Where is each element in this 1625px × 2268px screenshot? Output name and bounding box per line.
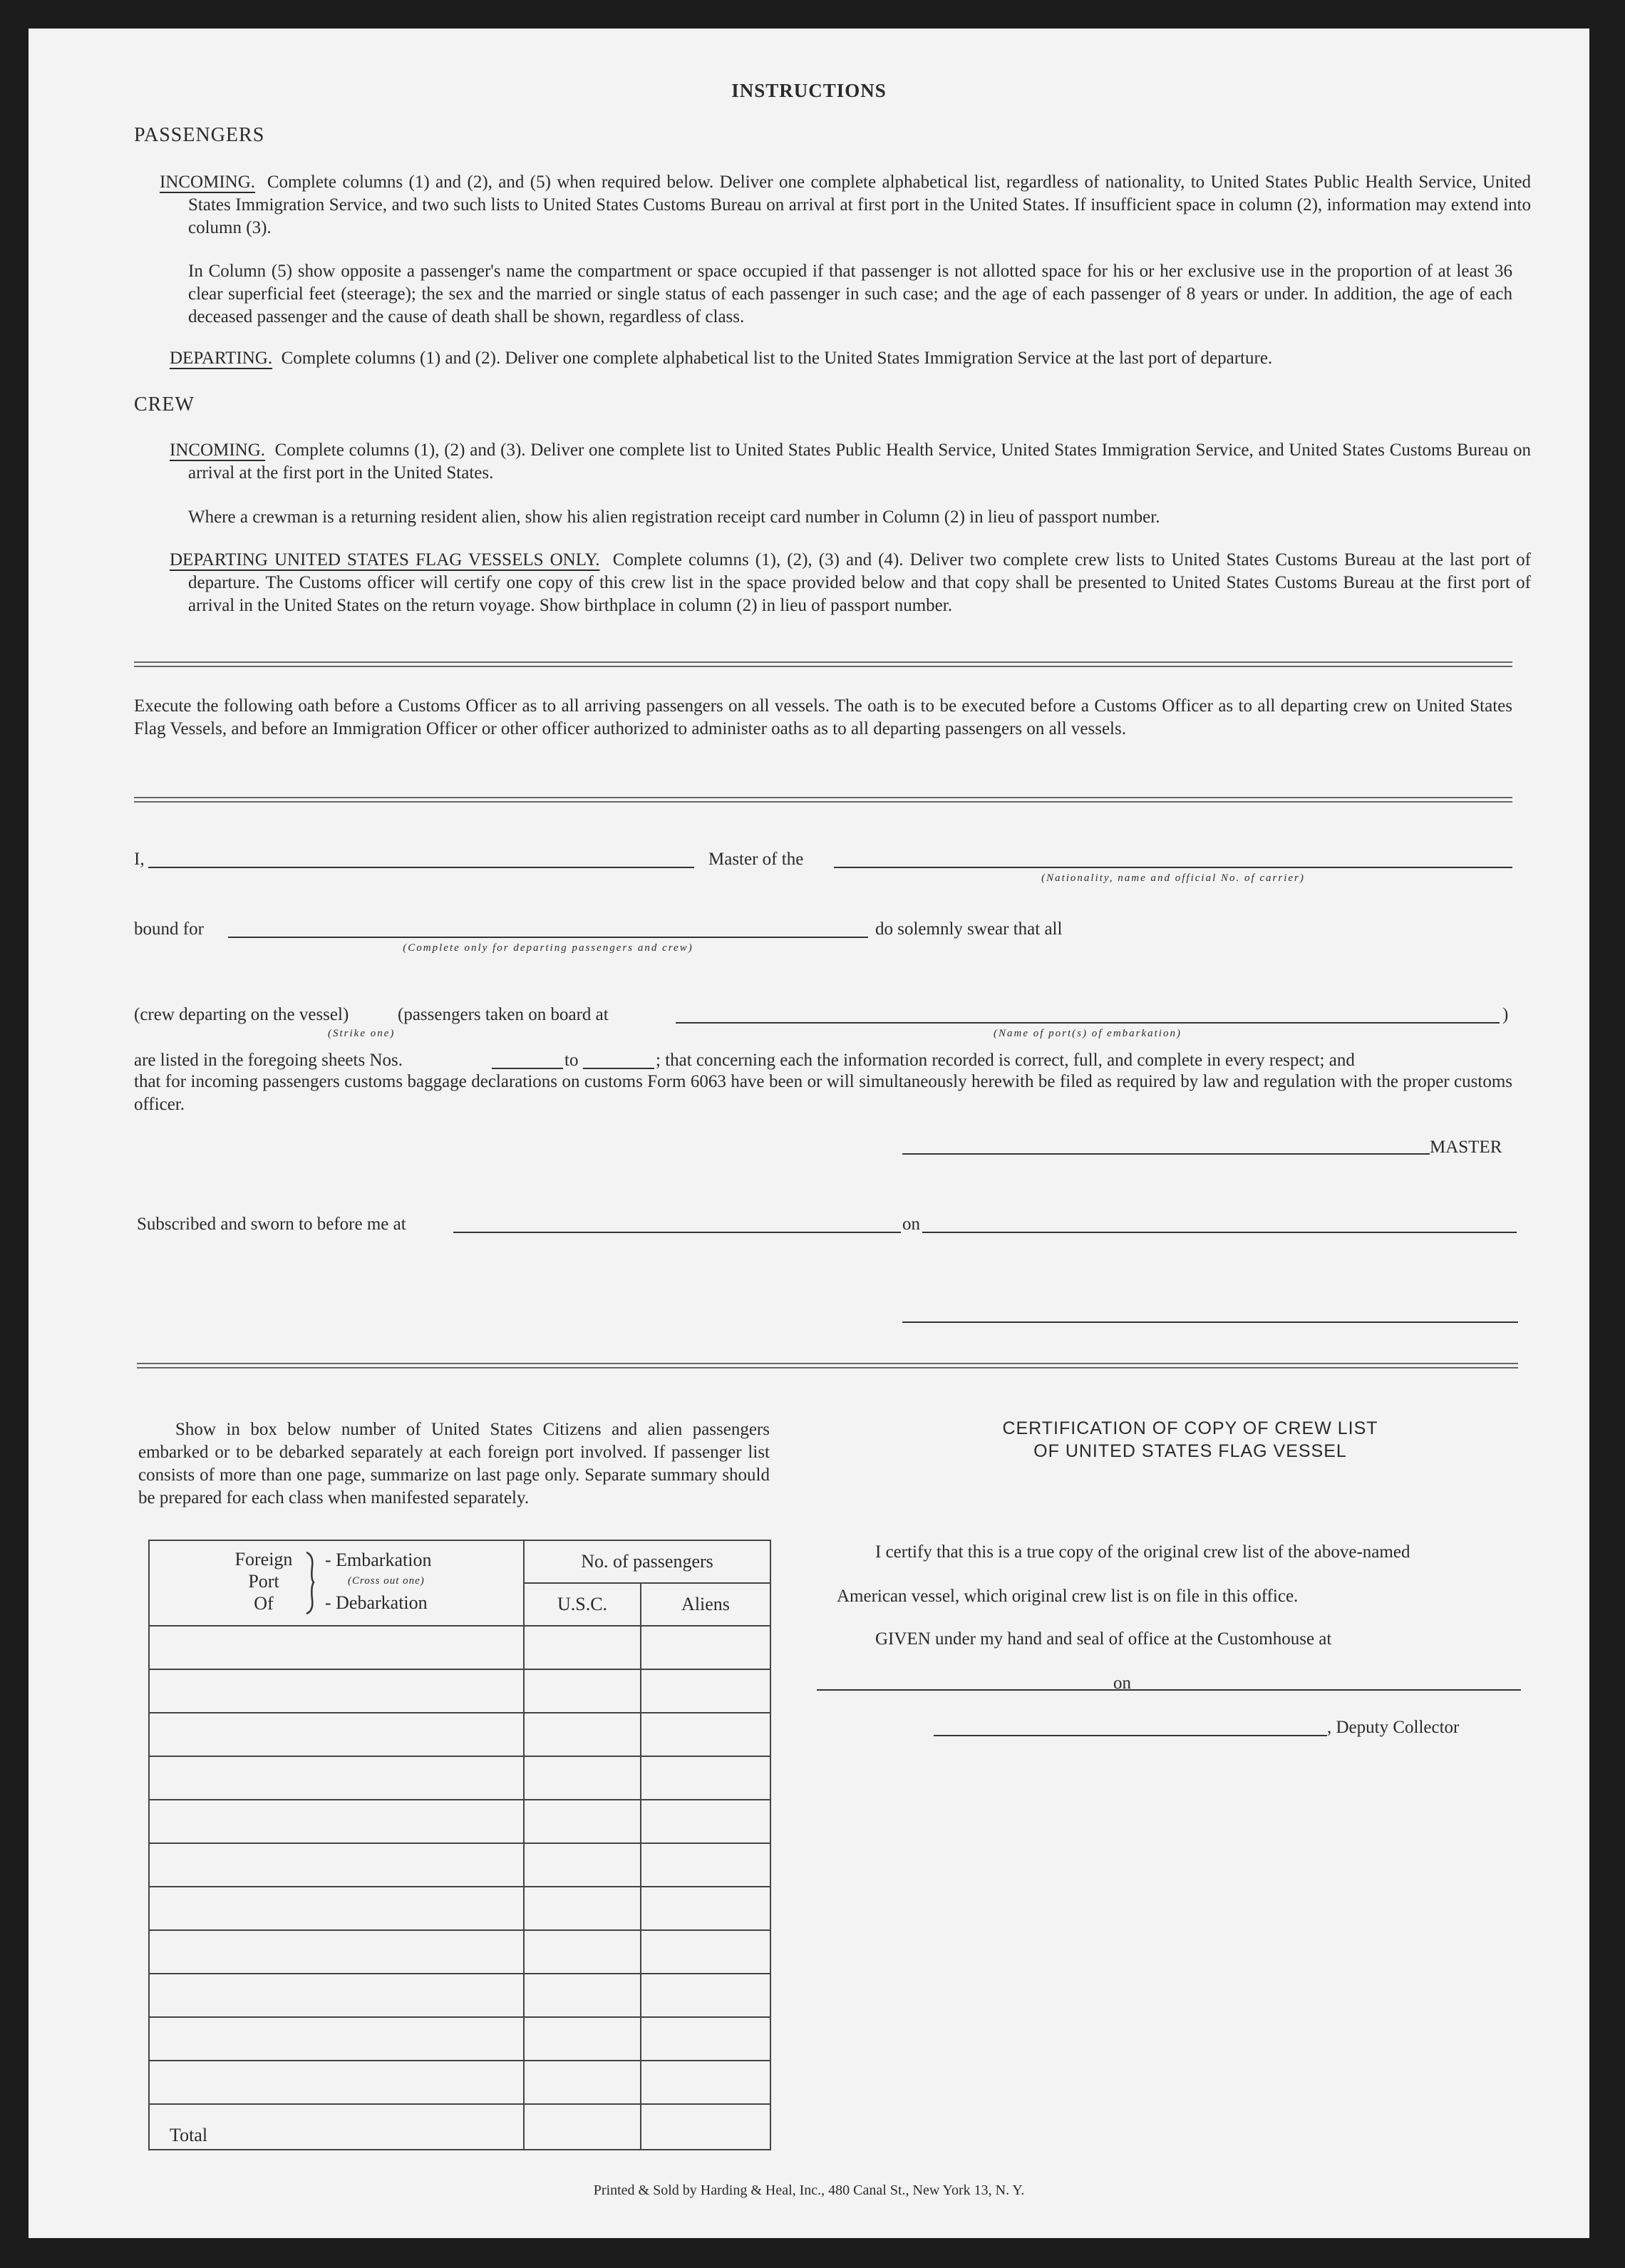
usc-cell[interactable] bbox=[524, 1756, 641, 1800]
sheet-to-field[interactable] bbox=[583, 1068, 654, 1069]
port-cell[interactable] bbox=[149, 1669, 524, 1713]
no-of-passengers-header: No. of passengers bbox=[524, 1540, 770, 1583]
printer-footer: Printed & Sold by Harding & Heal, Inc., 480 Canal St., New York 13, N. Y. bbox=[593, 2182, 1025, 2198]
port-cell[interactable] bbox=[149, 2061, 524, 2104]
carrier-field[interactable] bbox=[834, 867, 1512, 868]
certify-line2: American vessel, which original crew list is on file in this office. bbox=[837, 1587, 1299, 1606]
passengers-departing-paragraph bbox=[170, 347, 1512, 370]
usc-cell[interactable] bbox=[524, 1843, 641, 1887]
table-row[interactable] bbox=[149, 1843, 770, 1887]
divider bbox=[134, 661, 1512, 667]
aliens-cell[interactable] bbox=[641, 1800, 770, 1843]
aliens-cell[interactable] bbox=[641, 1930, 770, 1974]
ports-of-embarkation-field[interactable] bbox=[676, 1022, 1500, 1024]
total-row[interactable] bbox=[149, 2104, 770, 2150]
subscribed-label: Subscribed and sworn to before me at bbox=[137, 1215, 406, 1234]
master-signature-field[interactable] bbox=[902, 1153, 1430, 1155]
total-label: Total bbox=[149, 2104, 524, 2150]
given-line: GIVEN under my hand and seal of office at the Customhouse at bbox=[875, 1629, 1332, 1649]
master-of-label: Master of the bbox=[708, 850, 804, 869]
swear-label: do solemnly swear that all bbox=[875, 919, 1063, 939]
customhouse-field[interactable] bbox=[817, 1689, 1136, 1691]
table-row[interactable] bbox=[149, 2061, 770, 2104]
table-row[interactable] bbox=[149, 2017, 770, 2061]
usc-total-cell[interactable] bbox=[524, 2104, 641, 2150]
oath-i-label: I, bbox=[134, 850, 145, 869]
foreign-port-header bbox=[149, 1540, 524, 1626]
crew-incoming-text: Complete columns (1), (2) and (3). Deliver one complete list to United States Public Health Service, United States Immigration Service, and United States Customs Bureau on arrival at the first port in the United States. bbox=[188, 440, 1531, 483]
port-cell[interactable] bbox=[149, 1713, 524, 1756]
usc-cell[interactable] bbox=[524, 1974, 641, 2017]
usc-cell[interactable] bbox=[524, 1887, 641, 1930]
passengers-departing-text: Complete columns (1) and (2). Deliver one complete alphabetical list to the United States Immigration Service at the last port of departure. bbox=[281, 349, 1273, 368]
usc-cell[interactable] bbox=[524, 1800, 641, 1843]
aliens-total-cell[interactable] bbox=[641, 2104, 770, 2150]
certification-title bbox=[834, 1417, 1547, 1463]
cross-out-note: (Cross out one) bbox=[348, 1575, 425, 1587]
aliens-cell[interactable] bbox=[641, 1626, 770, 1669]
aliens-cell[interactable] bbox=[641, 1974, 770, 2017]
deputy-collector-label: , Deputy Collector bbox=[1327, 1718, 1460, 1737]
sheet-from-field[interactable] bbox=[492, 1068, 563, 1069]
port-cell[interactable] bbox=[149, 1930, 524, 1974]
deputy-collector-signature[interactable] bbox=[934, 1735, 1327, 1736]
table-row[interactable] bbox=[149, 1756, 770, 1800]
port-cell[interactable] bbox=[149, 1843, 524, 1887]
officer-signature-field[interactable] bbox=[902, 1321, 1518, 1323]
instructions-title: INSTRUCTIONS bbox=[731, 80, 887, 101]
of-label: Of bbox=[254, 1593, 274, 1614]
sworn-at-field[interactable] bbox=[453, 1232, 901, 1233]
crew-incoming-paragraph bbox=[170, 439, 1531, 485]
crew-flag-label: DEPARTING UNITED STATES FLAG VESSELS ONLY. bbox=[170, 550, 600, 569]
table-row[interactable] bbox=[149, 1930, 770, 1974]
port-cell[interactable] bbox=[149, 1756, 524, 1800]
table-row[interactable] bbox=[149, 1887, 770, 1930]
passengers-column5-paragraph: In Column (5) show opposite a passenger's name the compartment or space occupied if that passenger is not allotted space for his or her exclusive use in the proportion of at least 36 clear superficial feet (steerage); the sex and the married or single status of each passenger in such case; and the age of each passenger of 8 years or under. In addition, the age of each deceased passenger and the cause of death shall be shown, regardless of class. bbox=[188, 262, 1512, 326]
sworn-on-label: on bbox=[902, 1215, 920, 1234]
passengers-taken-option[interactable]: (passengers taken on board at bbox=[398, 1005, 609, 1024]
master-label: MASTER bbox=[1430, 1138, 1502, 1157]
usc-cell[interactable] bbox=[524, 1669, 641, 1713]
port-cell[interactable] bbox=[149, 1800, 524, 1843]
ports-note: (Name of port(s) of embarkation) bbox=[994, 1028, 1182, 1039]
aliens-cell[interactable] bbox=[641, 2061, 770, 2104]
strike-note: (Strike one) bbox=[328, 1028, 396, 1039]
passengers-departing-label: DEPARTING. bbox=[170, 349, 273, 368]
passengers-heading: PASSENGERS bbox=[134, 124, 265, 146]
aliens-cell[interactable] bbox=[641, 1756, 770, 1800]
port-cell[interactable] bbox=[149, 1974, 524, 2017]
table-row[interactable] bbox=[149, 1626, 770, 1669]
table-row[interactable] bbox=[149, 1974, 770, 2017]
aliens-cell[interactable] bbox=[641, 1887, 770, 1930]
usc-header: U.S.C. bbox=[524, 1583, 641, 1626]
certification-title-line1: CERTIFICATION OF COPY OF CREW LIST bbox=[1002, 1418, 1378, 1438]
port-cell[interactable] bbox=[149, 1887, 524, 1930]
table-row[interactable] bbox=[149, 1800, 770, 1843]
aliens-cell[interactable] bbox=[641, 1669, 770, 1713]
complete-only-note: (Complete only for departing passengers and crew) bbox=[403, 942, 693, 954]
divider bbox=[137, 1363, 1518, 1368]
aliens-cell[interactable] bbox=[641, 2017, 770, 2061]
certification-title-line2: OF UNITED STATES FLAG VESSEL bbox=[1033, 1441, 1347, 1461]
table-row[interactable] bbox=[149, 1713, 770, 1756]
passenger-summary-table bbox=[148, 1540, 771, 2150]
summary-instruction: Show in box below number of United States Citizens and alien passengers embarked or to be debarked separately at each foreign port involved. If passenger list consists of more than one page, summarize on last page only. Separate summary should be prepared for each class when manifested separately. bbox=[138, 1420, 770, 1507]
passengers-incoming-label: INCOMING. bbox=[160, 172, 256, 192]
table-row[interactable] bbox=[149, 1669, 770, 1713]
statement-more: that for incoming passengers customs baggage declarations on customs Form 6063 have been or will simultaneously herewith be filed as required by law and regulation with the proper customs officer. bbox=[134, 1072, 1512, 1114]
master-name-field[interactable] bbox=[148, 867, 694, 868]
oath-intro: Execute the following oath before a Customs Officer as to all arriving passengers on all vessels. The oath is to be executed before a Customs Officer as to all departing crew on United States Flag Vessels, and before an Immigration Officer or other officer authorized to administer oaths as to all departing passengers on all vessels. bbox=[134, 696, 1512, 738]
statement-rest: ; that concerning each the information recorded is correct, full, and complete in every respect; and bbox=[656, 1051, 1355, 1070]
cert-on-label: on bbox=[1113, 1674, 1131, 1693]
certify-line1: I certify that this is a true copy of the original crew list of the above-named bbox=[875, 1542, 1410, 1562]
usc-cell[interactable] bbox=[524, 1930, 641, 1974]
debarkation-option[interactable]: - Debarkation bbox=[325, 1592, 428, 1613]
embarkation-option[interactable]: - Embarkation bbox=[325, 1550, 432, 1570]
passengers-incoming-text: Complete columns (1) and (2), and (5) when required below. Deliver one complete alphabetical list, regardless of nationality, to United States Public Health Service, United States Immigration Service, and two such lists to United States Customs Bureau on arrival at first port in the United States. If insufficient space in column (2), information may extend into column (3). bbox=[188, 172, 1532, 237]
usc-cell[interactable] bbox=[524, 1626, 641, 1669]
port-cell[interactable] bbox=[149, 1626, 524, 1669]
crew-resident-paragraph: Where a crewman is a returning resident alien, show his alien registration receipt card number in Column (2) in lieu of passport number. bbox=[188, 507, 1160, 527]
listed-label: are listed in the foregoing sheets Nos. bbox=[134, 1051, 403, 1070]
aliens-cell[interactable] bbox=[641, 1843, 770, 1887]
port-cell[interactable] bbox=[149, 2017, 524, 2061]
crew-heading: CREW bbox=[134, 393, 195, 416]
crew-flag-text: Complete columns (1), (2), (3) and (4). Deliver two complete crew lists to United States Customs Bureau at the last port of departure. The Customs officer will certify one copy of this crew list in the space provided below and that copy shall be presented to United States Customs Bureau at the first port of arrival in the United States on the return voyage. Show birthplace in column (2) in lieu of passport number. bbox=[188, 550, 1531, 615]
passengers-incoming-paragraph bbox=[160, 171, 1532, 239]
port-label: Port bbox=[248, 1571, 279, 1592]
crew-flag-paragraph bbox=[170, 549, 1531, 617]
nationality-note: (Nationality, name and official No. of carrier) bbox=[1041, 872, 1305, 884]
form-page bbox=[29, 29, 1589, 2238]
sworn-on-field[interactable] bbox=[922, 1232, 1517, 1233]
usc-cell[interactable] bbox=[524, 2017, 641, 2061]
crew-incoming-label: INCOMING. bbox=[170, 440, 266, 460]
brace-icon bbox=[304, 1551, 318, 1615]
aliens-cell[interactable] bbox=[641, 1713, 770, 1756]
to-label: to bbox=[564, 1051, 579, 1070]
usc-cell[interactable] bbox=[524, 1713, 641, 1756]
aliens-header: Aliens bbox=[641, 1583, 770, 1626]
bound-for-label: bound for bbox=[134, 919, 204, 939]
bound-for-field[interactable] bbox=[228, 937, 868, 938]
divider bbox=[134, 797, 1512, 803]
close-paren: ) bbox=[1502, 1005, 1509, 1024]
usc-cell[interactable] bbox=[524, 2061, 641, 2104]
foreign-label: Foreign bbox=[234, 1549, 293, 1569]
cert-date-field[interactable] bbox=[1136, 1689, 1521, 1691]
crew-departing-option[interactable]: (crew departing on the vessel) bbox=[134, 1005, 349, 1024]
